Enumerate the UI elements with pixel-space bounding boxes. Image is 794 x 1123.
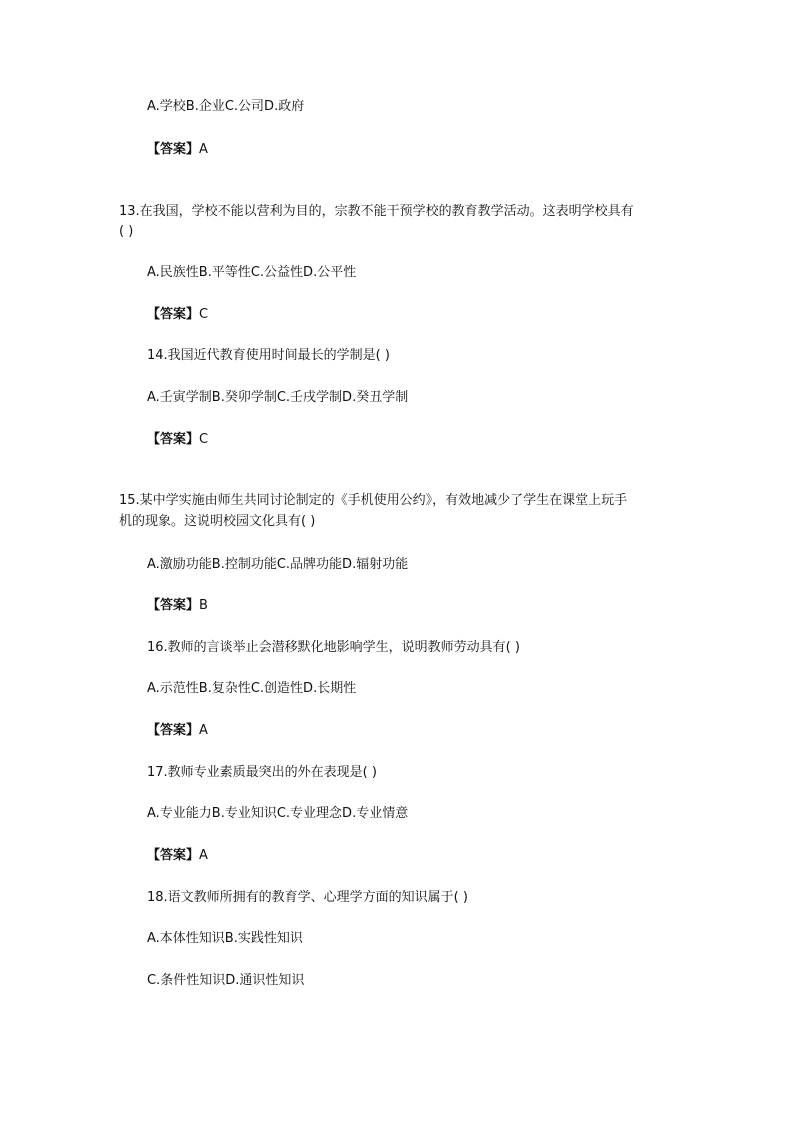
q18-options-line2: C.条件性知识D.通识性知识 xyxy=(147,973,305,988)
q15-answer xyxy=(147,598,208,614)
answer-label: 【答案】 xyxy=(147,848,200,863)
q13-stem-line1: 13.在我国，学校不能以营利为目的，宗教不能干预学校的教育教学活动。这表明学校具有 xyxy=(119,204,634,219)
answer-label: 【答案】 xyxy=(147,142,200,157)
q12-options: A.学校B.企业C.公司D.政府 xyxy=(147,99,305,114)
answer-label: 【答案】 xyxy=(147,307,200,322)
q16-answer xyxy=(147,723,208,739)
answer-value: A xyxy=(199,848,208,863)
q15-options: A.激励功能B.控制功能C.品牌功能D.辐射功能 xyxy=(147,557,409,572)
q17-answer xyxy=(147,848,208,864)
q15-stem-line2: 机的现象。这说明校园文化具有( ) xyxy=(119,514,316,529)
q17-options: A.专业能力B.专业知识C.专业理念D.专业情意 xyxy=(147,806,409,821)
answer-label: 【答案】 xyxy=(147,723,200,738)
q13-answer xyxy=(147,307,208,323)
q13-options: A.民族性B.平等性C.公益性D.公平性 xyxy=(147,265,357,280)
q17-stem: 17.教师专业素质最突出的外在表现是( ) xyxy=(147,765,377,780)
answer-value: B xyxy=(199,598,208,613)
answer-value: C xyxy=(199,432,209,447)
q18-stem: 18.语文教师所拥有的教育学、心理学方面的知识属于( ) xyxy=(147,890,468,905)
q14-options: A.壬寅学制B.癸卯学制C.壬戌学制D.癸丑学制 xyxy=(147,390,409,405)
q14-answer xyxy=(147,432,208,448)
q18-options-line1: A.本体性知识B.实践性知识 xyxy=(147,931,303,946)
q16-options: A.示范性B.复杂性C.创造性D.长期性 xyxy=(147,681,357,696)
answer-label: 【答案】 xyxy=(147,432,200,447)
answer-value: C xyxy=(199,307,209,322)
answer-value: A xyxy=(199,723,208,738)
q14-stem: 14.我国近代教育使用时间最长的学制是( ) xyxy=(147,348,390,363)
q12-answer xyxy=(147,142,208,158)
q16-stem: 16.教师的言谈举止会潜移默化地影响学生，说明教师劳动具有( ) xyxy=(147,640,520,655)
answer-label: 【答案】 xyxy=(147,598,200,613)
q13-stem-line2: ( ) xyxy=(119,224,134,239)
q15-stem-line1: 15.某中学实施由师生共同讨论制定的《手机使用公约》，有效地减少了学生在课堂上玩手 xyxy=(119,493,628,508)
answer-value: A xyxy=(199,142,208,157)
